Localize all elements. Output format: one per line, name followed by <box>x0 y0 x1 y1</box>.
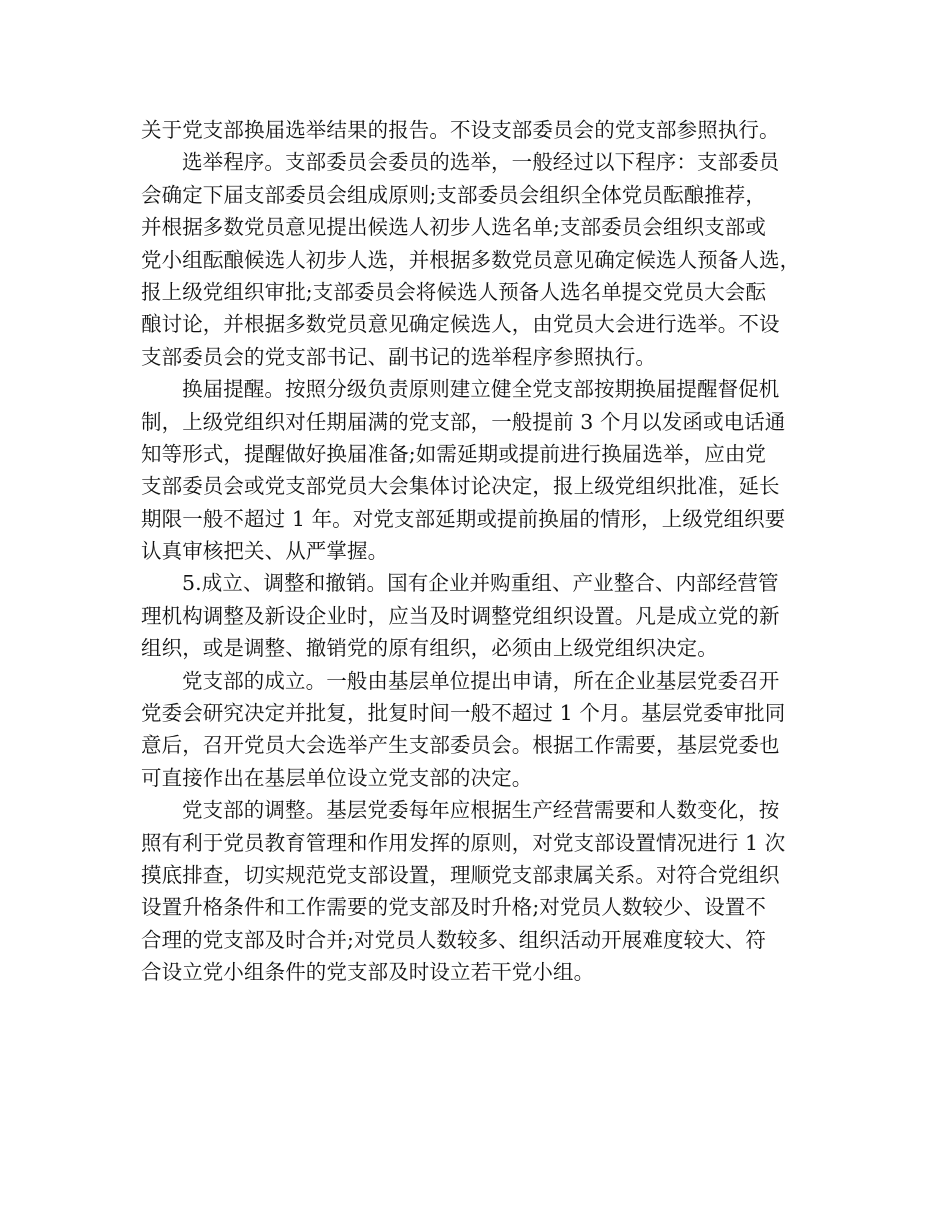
text-line: 合设立党小组条件的党支部及时设立若干党小组。 <box>141 960 595 985</box>
text-line: 组织，或是调整、撤销党的原有组织，必须由上级党组织决定。 <box>141 636 718 661</box>
text-line: 摸底排查，切实规范党支部设置，理顺党支部隶属关系。对符合党组织 <box>141 862 780 887</box>
text-line: 支部委员会的党支部书记、副书记的选举程序参照执行。 <box>141 344 656 369</box>
text-line: 认真审核把关、从严掌握。 <box>141 539 389 564</box>
text-line: 酿讨论，并根据多数党员意见确定候选人，由党员大会进行选举。不设 <box>141 312 780 337</box>
text-line: 关于党支部换届选举结果的报告。不设支部委员会的党支部参照执行。 <box>141 118 780 142</box>
text-line: 照有利于党员教育管理和作用发挥的原则，对党支部设置情况进行 1 次 <box>141 830 786 855</box>
text-line: 报上级党组织审批;支部委员会将候选人预备人选名单提交党员大会酝 <box>141 279 767 304</box>
text-line: 党小组酝酿候选人初步人选，并根据多数党员意见确定候选人预备人选， <box>141 247 801 272</box>
text-line: 制，上级党组织对任期届满的党支部，一般提前 3 个月以发函或电话通 <box>141 409 786 434</box>
document-body <box>141 114 831 989</box>
text-line: 并根据多数党员意见提出候选人初步人选名单;支部委员会组织支部或 <box>141 215 767 240</box>
text-line: 会确定下届支部委员会组成原则;支部委员会组织全体党员酝酿推荐， <box>141 182 767 207</box>
paragraph-start-line: 党支部的成立。一般由基层单位提出申请，所在企业基层党委召开 <box>182 668 780 693</box>
text-line: 合理的党支部及时合并;对党员人数较多、组织活动开展难度较大、符 <box>141 927 767 952</box>
text-line: 设置升格条件和工作需要的党支部及时升格;对党员人数较少、设置不 <box>141 895 767 920</box>
text-line: 党委会研究决定并批复，批复时间一般不超过 1 个月。基层党委审批同 <box>141 701 786 726</box>
text-line: 理机构调整及新设企业时，应当及时调整党组织设置。凡是成立党的新 <box>141 603 780 628</box>
paragraph-start-line: 换届提醒。按照分级负责原则建立健全党支部按期换届提醒督促机 <box>182 377 780 402</box>
paragraph-start-line: 5.成立、调整和撤销。国有企业并购重组、产业整合、内部经营管 <box>182 571 779 596</box>
text-line: 可直接作出在基层单位设立党支部的决定。 <box>141 765 533 790</box>
text-line: 意后，召开党员大会选举产生支部委员会。根据工作需要，基层党委也 <box>141 733 780 758</box>
text-line: 知等形式，提醒做好换届准备;如需延期或提前进行换届选举，应由党 <box>141 441 767 466</box>
paragraph-start-line: 党支部的调整。基层党委每年应根据生产经营需要和人数变化，按 <box>182 798 780 823</box>
text-line: 期限一般不超过 1 年。对党支部延期或提前换届的情形，上级党组织要 <box>141 506 786 531</box>
text-line: 支部委员会或党支部党员大会集体讨论决定，报上级党组织批准，延长 <box>141 474 780 499</box>
paragraph-start-line: 选举程序。支部委员会委员的选举，一般经过以下程序：支部委员 <box>182 150 780 175</box>
